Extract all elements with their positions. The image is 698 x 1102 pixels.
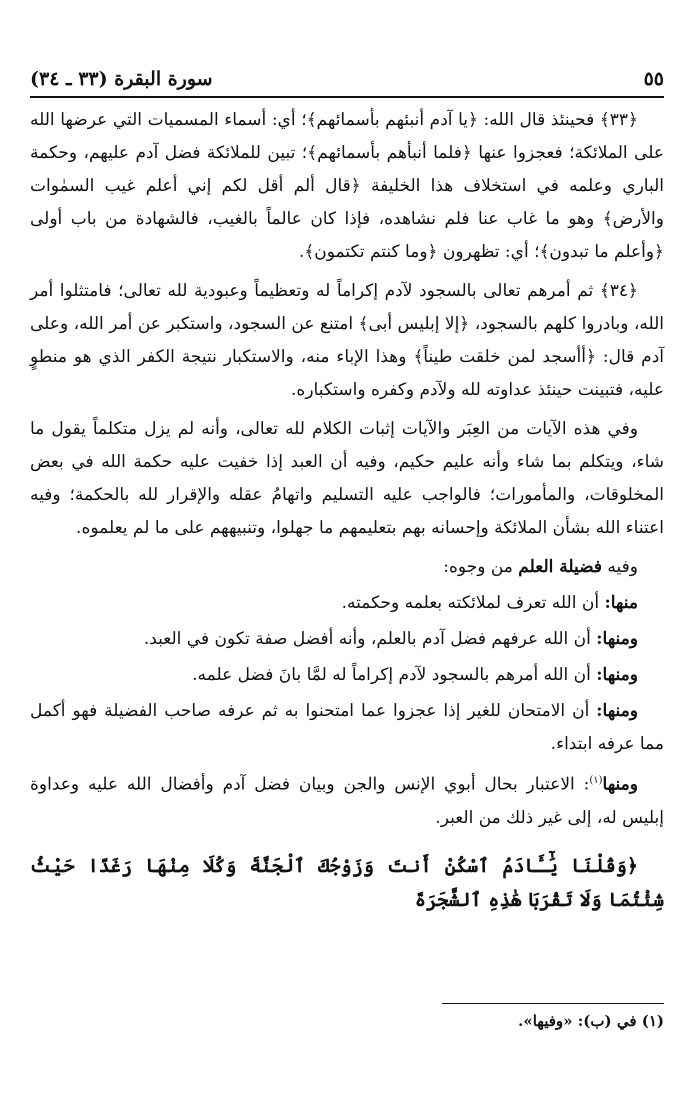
header-rule [30, 96, 664, 98]
paragraph-verse-34: ﴿٣٤﴾ ثم أمرهم تعالى بالسجود لآدم إكراماً له وتعظيماً وعبودية لله تعالى؛ فامتثلوا أمر الله، وبادروا كلهم بالسجود، ﴿إلا إبليس أبى﴾ امتنع عن السجود، واستكبر عن أمر الله، وعلى آدم قال: ﴿أأسجد لمن خلقت طيناً﴾ وهذا الإباء منه، والاستكبار نتيجة الكفر الذي هو منطوٍ عليه، فتبينت حينئذ عداوته لله ولآدم وكفره واستكباره. [30, 281, 664, 400]
point-label: ومنها: [596, 665, 638, 685]
quran-verse-35: ﴿وَقُلْنَا يَٰٓـَٔادَمُ ٱسْكُنْ أَنتَ وَزَوْجُكَ ٱلْجَنَّةَ وَكُلَا مِنْهَا رَغَدًا حَيْثُ شِئْتُمَا وَلَا تَقْرَبَا هَٰذِهِ ٱلشَّجَرَةَ [30, 854, 664, 911]
intro-rest: من وجوه: [443, 557, 519, 577]
point-text: أن الامتحان للغير إذا عجزوا عما امتحنوا به ثم عرفه صاحب الفضيلة فهو أكمل مما عرفه ابتداء. [30, 701, 664, 754]
point-5 [30, 764, 664, 835]
paragraph-knowledge-intro [30, 551, 664, 584]
point-text: أن الله عرفهم فضل آدم بالعلم، وأنه أفضل صفة تكون في العبد. [143, 629, 597, 649]
page-header [30, 66, 664, 92]
point-2 [30, 623, 664, 656]
footnote-rule [442, 1003, 664, 1004]
point-label: ومنها: [596, 701, 638, 721]
page-number: ٥٥ [643, 68, 664, 90]
paragraph-lessons: وفي هذه الآيات من العِبَر والآيات إثبات الكلام لله تعالى، وأنه لم يزل متكلماً يقول ما شاء، ويتكلم بما شاء وأنه عليم حكيم، وفيه أن العبد إذا خفيت عليه حكمة الله في بعض المخلوقات، والمأمورات؛ فالواجب عليه التسليم واتهامُ عقله والإقرار لله بالحكمة؛ وفيه اعتناء الله بشأن الملائكة وإحسانه بهم بتعليمهم ما جهلوا، وتنبيههم على ما لم يعلموه. [30, 419, 664, 538]
point-text: أن الله أمرهم بالسجود لآدم إكراماً له لمَّا بانَ فضل علمه. [192, 665, 597, 685]
point-text: : الاعتبار بحال أبوي الإنس والجن وبيان فضل آدم وأفضال الله عليه وعداوة إبليس له، إلى غير ذلك من العبر. [30, 774, 664, 828]
surah-title: سورة البقرة (٣٣ ـ ٣٤) [30, 68, 213, 90]
point-label: ومنها: [596, 629, 638, 649]
intro-text: وفيه [602, 557, 638, 577]
point-1 [30, 587, 664, 620]
intro-bold: فضيلة العلم [518, 557, 603, 577]
point-label: منها: [604, 593, 638, 613]
point-text: أن الله تعرف لملائكته بعلمه وحكمته. [341, 593, 605, 613]
footnote: (١) في (ب): «وفيها». [518, 1012, 664, 1030]
page-body [30, 104, 664, 936]
footnote-marker: (١) [589, 775, 603, 786]
point-label: ومنها [602, 774, 638, 795]
paragraph-verse-33: ﴿٣٣﴾ فحينئذ قال الله: ﴿يا آدم أنبئهم بأسمائهم﴾؛ أي: أسماء المسميات التي عرضها الله على الملائكة؛ فعجزوا عنها ﴿فلما أنبأهم بأسمائهم﴾؛ تبين للملائكة فضل آدم عليهم، وحكمة الباري وعلمه في استخلاف هذا الخليفة ﴿قال ألم أقل لكم إني أعلم غيب السمٰوات والأرض﴾ وهو ما غاب عنا فلم نشاهده، فإذا كان عالماً بالغيب، فالشهادة من باب أولى ﴿وأعلم ما تبدون﴾؛ أي: تظهرون ﴿وما كنتم تكتمون﴾. [30, 110, 664, 262]
point-4 [30, 695, 664, 761]
point-3 [30, 659, 664, 692]
